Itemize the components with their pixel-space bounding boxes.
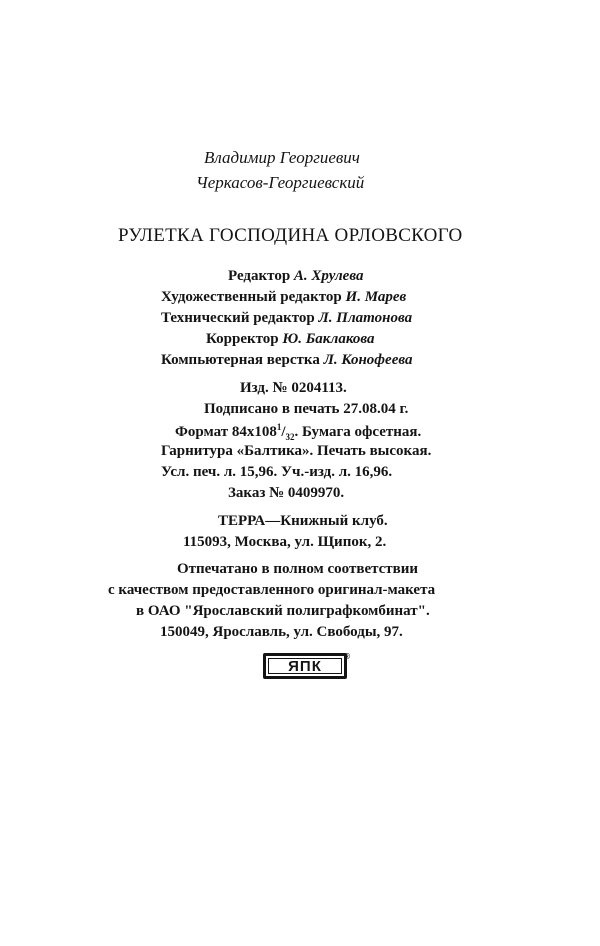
printer-line-1: Отпечатано в полном соответствии (177, 561, 419, 577)
printer-line-3: в ОАО "Ярославский полиграфкомбинат". (136, 603, 430, 619)
imprint-sheets: Усл. печ. л. 15,96. Уч.-изд. л. 16,96. (161, 464, 393, 480)
author-first-name: Владимир Георгиевич (204, 148, 360, 167)
printer-logo (263, 652, 350, 679)
printer-logo-frame (268, 658, 342, 674)
credit-name: Л. Платонова (318, 310, 413, 326)
credit-editor (228, 268, 363, 285)
credit-name: Ю. Баклакова (282, 331, 375, 347)
credit-role: Редактор (228, 268, 291, 284)
credit-tech-editor (161, 310, 412, 327)
book-title: РУЛЕТКА ГОСПОДИНА ОРЛОВСКОГО (118, 225, 463, 246)
credit-proofreader (206, 331, 375, 348)
imprint-format: Формат $84x108^1/_{32}$. Бумага офсетная. (175, 422, 422, 442)
author-last-name: Черкасов-Георгиевский (196, 173, 365, 192)
credit-name: А. Хрулева (293, 268, 364, 284)
credit-art-editor (161, 289, 406, 306)
credit-name: Л. Конофеева (323, 352, 413, 368)
imprint-order-number: Заказ № 0409970. (228, 485, 345, 501)
credit-role: Корректор (206, 331, 279, 347)
credit-role: Технический редактор (161, 310, 315, 326)
registered-mark-icon: ® (344, 652, 350, 661)
credit-role: Художественный редактор (161, 289, 342, 305)
credit-role: Компьютерная верстка (161, 352, 320, 368)
imprint-typeface: Гарнитура «Балтика». Печать высокая. (161, 443, 432, 459)
printer-line-4: 150049, Ярославль, ул. Свободы, 97. (160, 624, 403, 640)
printer-line-2: с качеством предоставленного оригинал-макета (108, 582, 436, 598)
credit-name: И. Марев (345, 289, 407, 305)
imprint-edition-number: Изд. № 0204113. (240, 380, 347, 396)
imprint-signed-date: Подписано в печать 27.08.04 г. (204, 401, 409, 417)
publisher-name: ТЕРРА—Книжный клуб. (218, 513, 388, 529)
printer-logo-text: ЯПК (288, 657, 322, 675)
publisher-address: 115093, Москва, ул. Щипок, 2. (183, 534, 387, 550)
credit-layout (161, 352, 412, 369)
